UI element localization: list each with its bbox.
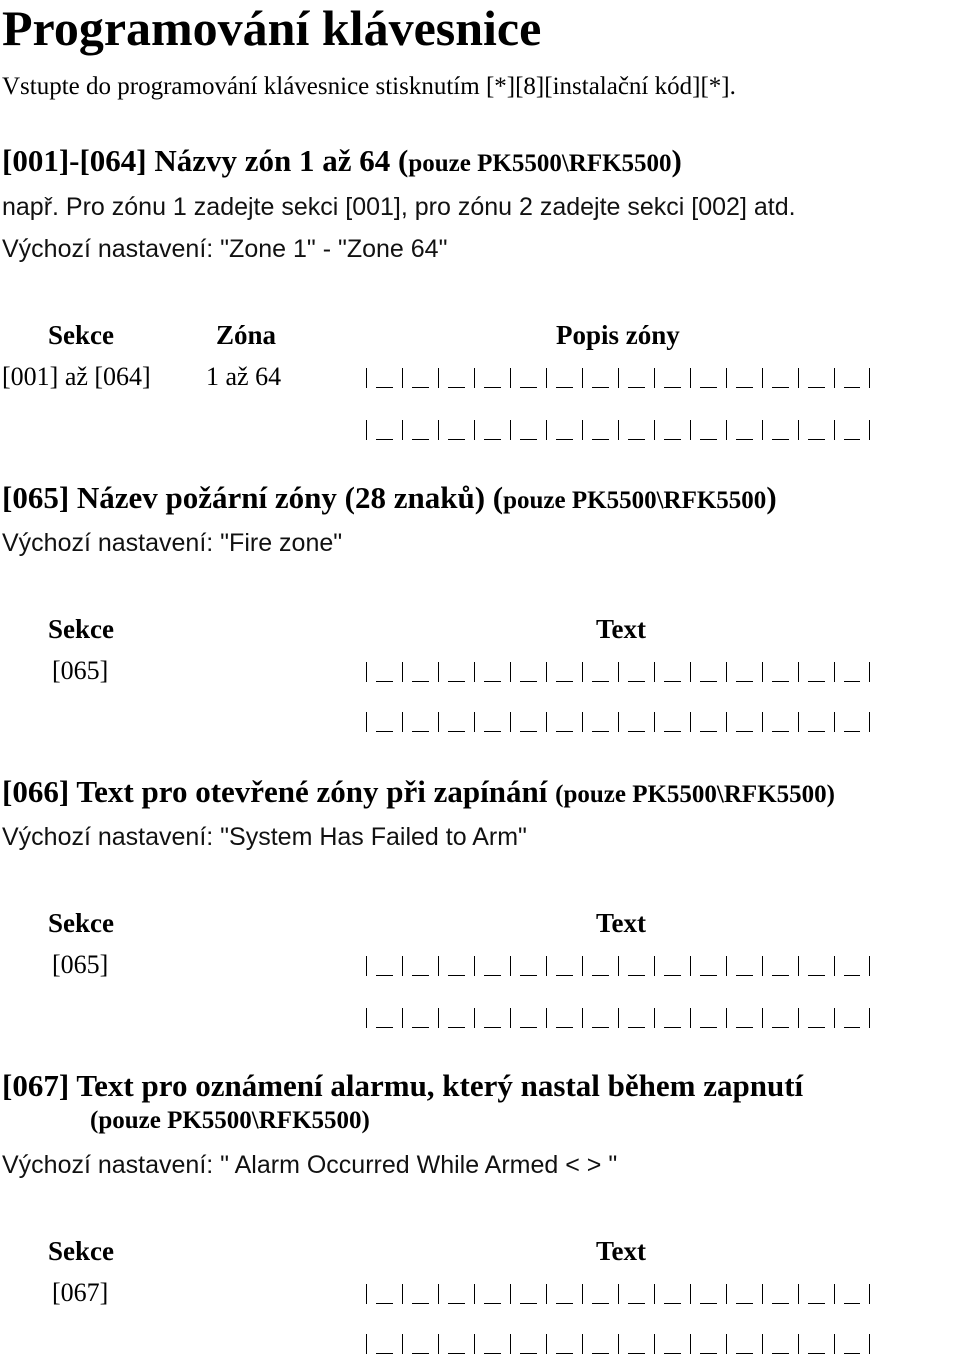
character-box[interactable] <box>618 1284 654 1304</box>
column-header-text: Text <box>596 1236 647 1266</box>
intro-text: Vstupte do programování klávesnice stisknutím [*][8][instalační kód][*]. <box>2 73 736 100</box>
character-box[interactable] <box>366 1334 402 1354</box>
character-box[interactable] <box>510 1008 546 1028</box>
character-box[interactable] <box>834 712 870 732</box>
heading-note: (pouze PK5500\RFK5500) <box>555 781 835 808</box>
character-box[interactable] <box>690 368 726 388</box>
character-box[interactable] <box>582 1334 618 1354</box>
character-box[interactable] <box>438 956 474 976</box>
character-box[interactable] <box>762 420 798 440</box>
character-box[interactable] <box>510 956 546 976</box>
character-box[interactable] <box>582 1284 618 1304</box>
character-box[interactable] <box>510 368 546 388</box>
character-box[interactable] <box>618 368 654 388</box>
character-box[interactable] <box>546 1284 582 1304</box>
character-box[interactable] <box>618 956 654 976</box>
character-box[interactable] <box>834 662 870 682</box>
character-box[interactable] <box>582 956 618 976</box>
character-box[interactable] <box>582 420 618 440</box>
character-box[interactable] <box>402 1334 438 1354</box>
character-box[interactable] <box>798 712 834 732</box>
character-box[interactable] <box>834 420 870 440</box>
heading-note: pouze PK5500\RFK5500 <box>408 150 672 177</box>
character-box[interactable] <box>510 712 546 732</box>
character-box[interactable] <box>510 1284 546 1304</box>
character-box[interactable] <box>402 1284 438 1304</box>
character-box[interactable] <box>546 368 582 388</box>
column-header-zona: Zóna <box>216 320 277 350</box>
character-box[interactable] <box>726 420 762 440</box>
column-header-text: Text <box>596 908 647 938</box>
character-entry-row[interactable] <box>366 420 870 444</box>
heading-note: (pouze PK5500\RFK5500) <box>90 1107 370 1134</box>
character-box[interactable] <box>618 420 654 440</box>
character-box[interactable] <box>690 956 726 976</box>
column-header-text: Text <box>596 614 647 644</box>
character-box[interactable] <box>474 1284 510 1304</box>
character-box[interactable] <box>438 420 474 440</box>
character-box[interactable] <box>726 662 762 682</box>
character-box[interactable] <box>402 662 438 682</box>
character-box[interactable] <box>474 1334 510 1354</box>
character-box[interactable] <box>834 1334 870 1354</box>
section-heading-067: [067] Text pro oznámení alarmu, který nastal během zapnutí <box>2 1068 804 1103</box>
character-box[interactable] <box>690 420 726 440</box>
column-header-sekce: Sekce <box>48 614 114 644</box>
character-box[interactable] <box>366 420 402 440</box>
section-heading-066 <box>2 774 835 813</box>
character-box[interactable] <box>762 1284 798 1304</box>
character-box[interactable] <box>366 662 402 682</box>
character-box[interactable] <box>654 1334 690 1354</box>
character-entry-row[interactable] <box>366 1284 870 1308</box>
character-box[interactable] <box>654 956 690 976</box>
character-box[interactable] <box>510 420 546 440</box>
character-box[interactable] <box>654 368 690 388</box>
character-box[interactable] <box>798 420 834 440</box>
row-sekce-value: [067] <box>52 1278 109 1307</box>
character-box[interactable] <box>366 1284 402 1304</box>
column-header-sekce: Sekce <box>48 1236 114 1266</box>
character-box[interactable] <box>834 368 870 388</box>
character-box[interactable] <box>762 662 798 682</box>
character-box[interactable] <box>582 662 618 682</box>
character-box[interactable] <box>438 1008 474 1028</box>
character-box[interactable] <box>618 1008 654 1028</box>
heading-main: [001]-[064] Názvy zón 1 až 64 ( <box>2 143 409 178</box>
character-box[interactable] <box>834 956 870 976</box>
character-box[interactable] <box>474 420 510 440</box>
character-box[interactable] <box>546 662 582 682</box>
character-box[interactable] <box>654 1284 690 1304</box>
character-box[interactable] <box>798 368 834 388</box>
character-box[interactable] <box>690 662 726 682</box>
character-box[interactable] <box>582 368 618 388</box>
character-box[interactable] <box>798 662 834 682</box>
character-box[interactable] <box>834 1008 870 1028</box>
character-box[interactable] <box>654 662 690 682</box>
character-box[interactable] <box>438 368 474 388</box>
default-value-text: Výchozí nastavení: " Alarm Occurred While Armed < > " <box>2 1151 618 1179</box>
character-entry-row[interactable] <box>366 1334 870 1358</box>
default-value-text: Výchozí nastavení: "Zone 1" - "Zone 64" <box>2 235 448 263</box>
character-box[interactable] <box>690 1284 726 1304</box>
character-box[interactable] <box>690 1334 726 1354</box>
section-heading-001-064 <box>2 143 682 182</box>
character-box[interactable] <box>654 712 690 732</box>
column-header-popis-zony: Popis zóny <box>556 320 680 350</box>
character-box[interactable] <box>402 1008 438 1028</box>
character-box[interactable] <box>654 1008 690 1028</box>
character-entry-row[interactable] <box>366 368 870 392</box>
character-box[interactable] <box>402 368 438 388</box>
character-box[interactable] <box>402 712 438 732</box>
character-box[interactable] <box>726 368 762 388</box>
character-box[interactable] <box>474 712 510 732</box>
row-sekce-value: [065] <box>52 950 109 979</box>
row-sekce-value: [065] <box>52 656 109 685</box>
character-box[interactable] <box>582 712 618 732</box>
character-box[interactable] <box>762 712 798 732</box>
heading-main: [065] Název požární zóny (28 znaků) ( <box>2 480 504 515</box>
row-zona-value: 1 až 64 <box>206 362 282 391</box>
character-box[interactable] <box>582 1008 618 1028</box>
character-box[interactable] <box>366 956 402 976</box>
character-box[interactable] <box>798 956 834 976</box>
character-box[interactable] <box>438 1284 474 1304</box>
character-box[interactable] <box>546 1334 582 1354</box>
character-box[interactable] <box>438 662 474 682</box>
character-entry-row[interactable] <box>366 712 870 736</box>
character-box[interactable] <box>834 1284 870 1304</box>
character-box[interactable] <box>762 1334 798 1354</box>
character-box[interactable] <box>618 712 654 732</box>
character-box[interactable] <box>402 420 438 440</box>
default-value-text: Výchozí nastavení: "System Has Failed to Arm" <box>2 823 527 851</box>
character-box[interactable] <box>726 1008 762 1028</box>
character-box[interactable] <box>474 368 510 388</box>
heading-note: pouze PK5500\RFK5500 <box>503 487 767 514</box>
heading-end: ) <box>766 480 777 515</box>
character-box[interactable] <box>366 368 402 388</box>
character-box[interactable] <box>798 1284 834 1304</box>
character-box[interactable] <box>762 956 798 976</box>
character-box[interactable] <box>366 712 402 732</box>
character-box[interactable] <box>726 1284 762 1304</box>
character-entry-row[interactable] <box>366 956 870 980</box>
column-header-sekce: Sekce <box>48 908 114 938</box>
heading-main: [066] Text pro otevřené zóny při zapínání <box>2 774 556 809</box>
character-box[interactable] <box>798 1008 834 1028</box>
character-box[interactable] <box>402 956 438 976</box>
character-box[interactable] <box>726 712 762 732</box>
character-box[interactable] <box>474 662 510 682</box>
character-box[interactable] <box>438 1334 474 1354</box>
character-box[interactable] <box>690 1008 726 1028</box>
character-box[interactable] <box>474 1008 510 1028</box>
character-box[interactable] <box>726 1334 762 1354</box>
character-box[interactable] <box>762 1008 798 1028</box>
character-box[interactable] <box>510 662 546 682</box>
character-box[interactable] <box>510 1334 546 1354</box>
character-box[interactable] <box>798 1334 834 1354</box>
character-box[interactable] <box>654 420 690 440</box>
character-box[interactable] <box>438 712 474 732</box>
character-box[interactable] <box>474 956 510 976</box>
default-value-text: Výchozí nastavení: "Fire zone" <box>2 529 343 557</box>
example-text: např. Pro zónu 1 zadejte sekci [001], pro zónu 2 zadejte sekci [002] atd. <box>2 193 796 221</box>
character-box[interactable] <box>546 1008 582 1028</box>
character-box[interactable] <box>366 1008 402 1028</box>
character-box[interactable] <box>618 662 654 682</box>
character-box[interactable] <box>546 712 582 732</box>
column-header-sekce: Sekce <box>48 320 114 350</box>
character-box[interactable] <box>726 956 762 976</box>
character-entry-row[interactable] <box>366 662 870 686</box>
character-box[interactable] <box>546 956 582 976</box>
character-box[interactable] <box>618 1334 654 1354</box>
character-box[interactable] <box>762 368 798 388</box>
row-sekce-value: [001] až [064] <box>2 362 151 391</box>
character-box[interactable] <box>546 420 582 440</box>
page-title: Programování klávesnice <box>2 0 542 56</box>
heading-end: ) <box>671 143 682 178</box>
section-heading-065 <box>2 480 777 519</box>
character-box[interactable] <box>690 712 726 732</box>
character-entry-row[interactable] <box>366 1008 870 1032</box>
